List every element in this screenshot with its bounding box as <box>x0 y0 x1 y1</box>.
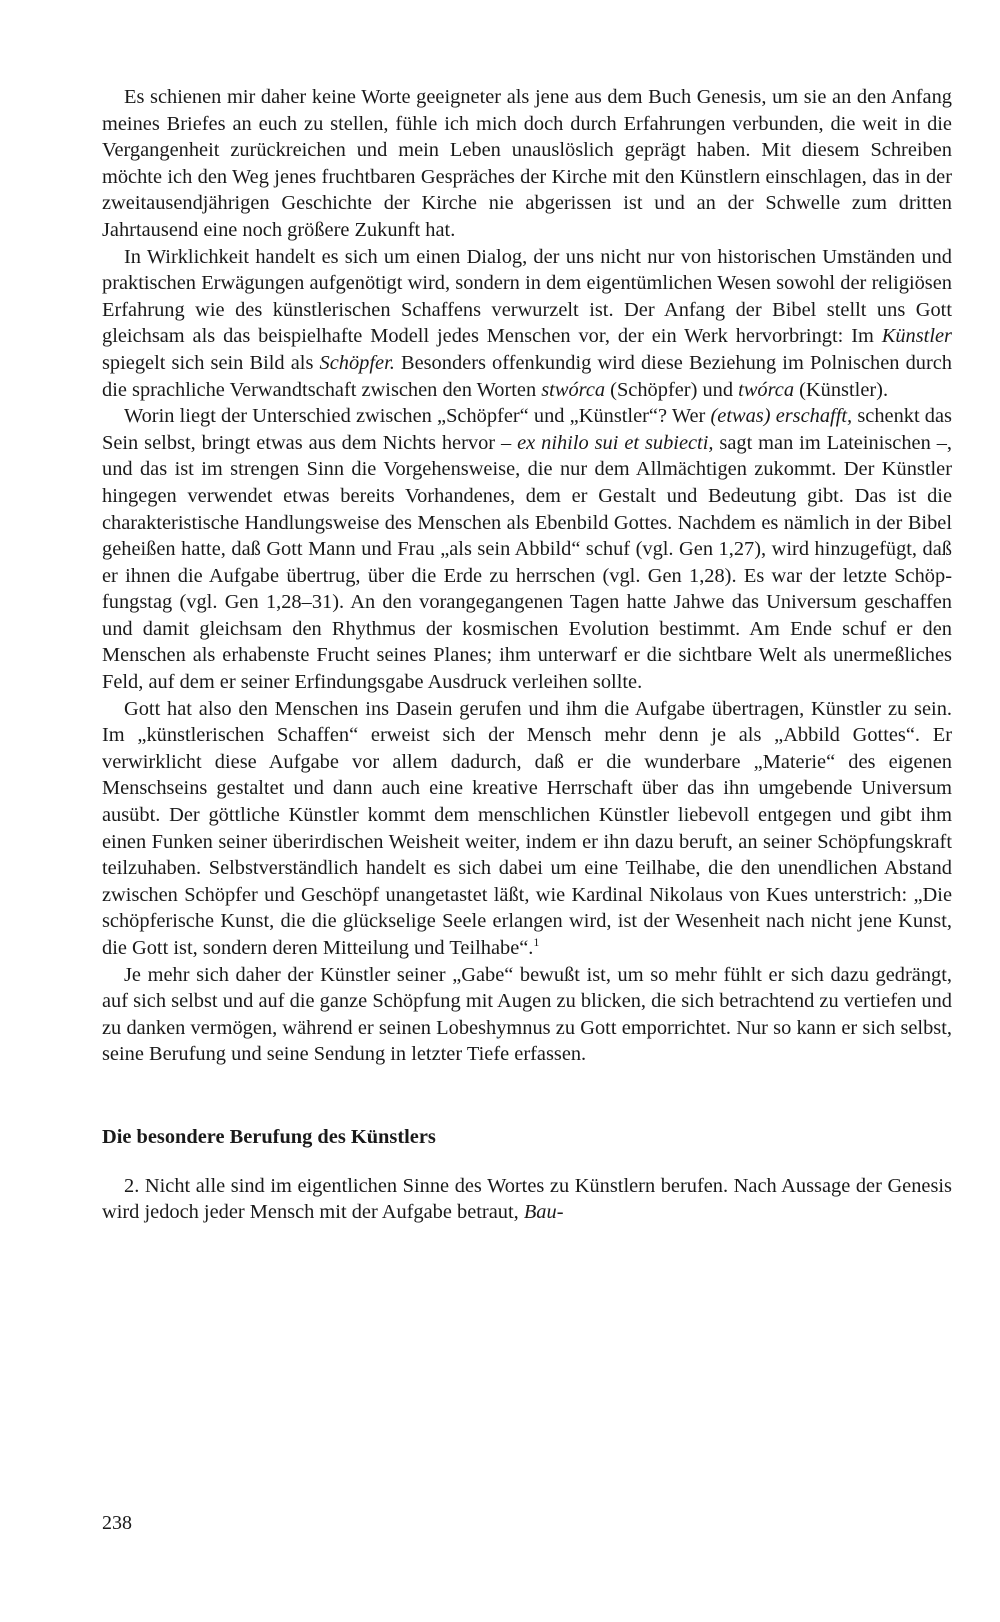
paragraph <box>102 1173 952 1226</box>
italic-run: Bau- <box>523 1201 564 1224</box>
italic-run: ex nihilo sui et subiecti, <box>517 431 714 454</box>
paragraph <box>102 403 952 696</box>
text-run: Besonders offenkundig wird diese Beziehung im Polnischen durch die sprachliche Verwandtschaft zwischen den Worten <box>102 351 952 401</box>
paragraph <box>102 244 952 404</box>
paragraph <box>102 696 952 962</box>
paragraph <box>102 962 952 1068</box>
italic-run: (etwas) erschafft, <box>710 405 853 428</box>
paragraph <box>102 84 952 244</box>
text-run: 2. Nicht alle sind im eigentlichen Sinne des Wortes zu Künstlern berufen. Nach Aussage der Genesis wird jedoch jeder Mensch mit der Aufgabe betraut, <box>102 1174 952 1224</box>
text-run: Es schienen mir daher keine Worte geeigneter als jene aus dem Buch Genesis, um sie an den Anfang meines Briefes an euch zu stellen, fühle ich mich doch durch Erfahrungen verbunden, die weit in die Vergangenheit zurückreichen und mein Leben unauslöslich geprägt haben. Mit diesem Schreiben möchte ich den Weg jenes fruchtbaren Gespräches der Kirche mit den Künstlern einschlagen, das in der zweitausendjährigen Geschichte der Kirche nie abgerissen ist und an der Schwelle zum dritten Jahrtausend eine noch größere Zukunft hat. <box>102 86 952 241</box>
body-text <box>102 84 952 1226</box>
section-heading: Die besondere Berufung des Künstlers <box>102 1125 436 1148</box>
page-number: 238 <box>102 1512 132 1534</box>
text-run: schenkt das Sein selbst, bringt etwas aus dem Nichts hervor – <box>102 405 952 454</box>
text-run: Worin liegt der Unterschied zwischen „Schöpfer“ und „Künstler“? Wer <box>124 405 711 428</box>
italic-run: Schöpfer. <box>319 351 395 374</box>
text-run: spiegelt sich sein Bild als <box>102 351 320 374</box>
text-run: (Künstler). <box>794 378 889 401</box>
italic-run: stwórca <box>541 378 606 401</box>
text-run: Je mehr sich daher der Künstler seiner „Gabe“ bewußt ist, um so mehr fühlt er sich dazu gedrängt, auf sich selbst und auf die ganze Schöpfung mit Augen zu blicken, die sich betrachtend zu vertiefen und zu danken vermögen, während er seinen Lobeshymnus zu Gott emporrichtet. Nur so kann er sich selbst, seine Berufung und seine Sendung in letzter Tiefe erfassen. <box>102 963 952 1066</box>
footnote-marker: 1 <box>533 935 540 950</box>
italic-run: twórca <box>738 378 795 401</box>
italic-run: Künstler <box>881 325 952 348</box>
text-run: sagt man im Lateinischen –, und das ist im strengen Sinn die Vorgehensweise, die nur dem Allmächtigen zukommt. Der Künstler hingegen verwendet etwas bereits Vorhandenes, dem er Gestalt und Bedeutung gibt. Das ist die charakteristische Handlungsweise des Menschen als Ebenbild Gottes. Nachdem es nämlich in der Bibel geheißen hatte, daß Gott Mann und Frau „als sein Abbild“ schuf (vgl. Gen 1,27), wird hinzugefügt, daß er ihnen die Aufgabe übertrug, über die Erde zu herrschen (vgl. Gen 1,28). Es war der letzte Schöpfungstag (vgl. Gen 1,28–31). An den vorangegangenen Tagen hatte Jahwe das Universum geschaffen und damit gleichsam den Rhythmus der kosmischen Evolution bestimmt. Am Ende schuf er den Menschen als erhabenste Frucht seines Planes; ihm unterwarf er die sichtbare Welt als unermeßliches Feld, auf dem er seiner Erfindungsgabe Ausdruck verleihen sollte. <box>102 431 953 694</box>
text-run: (Schöpfer) und <box>605 378 739 401</box>
text-run: Gott hat also den Menschen ins Dasein gerufen und ihm die Aufgabe übertragen, Künstler zu sein. Im „künstlerischen Schaffen“ erweist sich der Mensch mehr denn je als „Abbild Gottes“. Er verwirklicht diese Aufgabe vor allem dadurch, daß er die wunderbare „Materie“ des eigenen Menschseins gestaltet und dann auch eine kreative Herrschaft über das ihn umgebende Universum ausübt. Der göttliche Künstler kommt dem menschlichen Künstler liebevoll entgegen und gibt ihm einen Funken seiner überirdischen Weisheit weiter, indem er ihn dazu beruft, an seiner Schöpfungskraft teilzuhaben. Selbstverständlich handelt es sich dabei um eine Teilhabe, die den unendlichen Abstand zwischen Schöpfer und Geschöpf unangetastet läßt, wie Kardinal Nikolaus von Kues unterstrich: „Die schöpferische Kunst, die die glückselige Seele erlangen wird, ist der Wesenheit nach nicht jene Kunst, die Gott ist, sondern deren Mitteilung und Teilhabe“. <box>102 697 952 959</box>
text-run: In Wirklichkeit handelt es sich um einen Dialog, der uns nicht nur von historischen Umständen und praktischen Erwägungen aufgenötigt wird, sondern in dem eigentümlichen Wesen sowohl der religiösen Erfahrung wie des künstlerischen Schaffens verwurzelt ist. Der Anfang der Bibel stellt uns Gott gleichsam als das beispielhafte Modell jedes Menschen vor, der ein Werk hervorbringt: Im <box>102 245 952 348</box>
